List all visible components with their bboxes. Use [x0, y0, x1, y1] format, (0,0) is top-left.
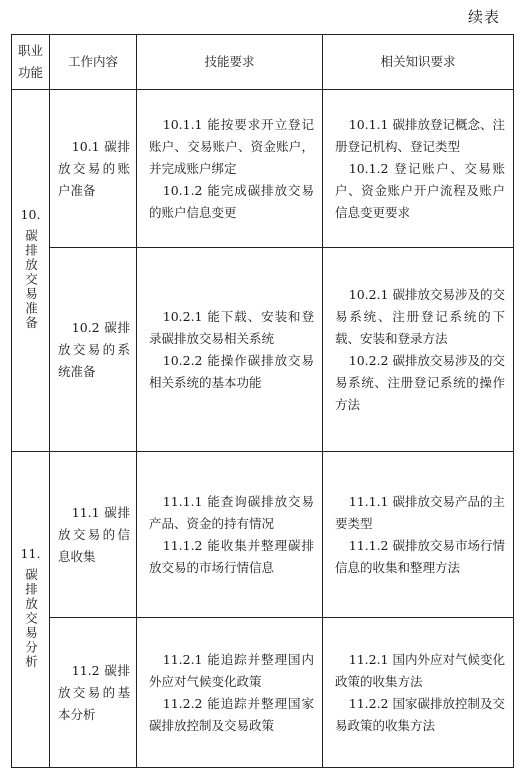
- header-row: [12, 35, 514, 90]
- knowledge-item: 11.2.1 国内外应对气候变化政策的收集方法: [335, 651, 505, 689]
- skill-item: 11.1.2 能收集并整理碳排放交易的市场行情信息: [149, 537, 314, 575]
- work-text: 10.2 碳排放交易的系统准备: [58, 319, 130, 379]
- function-cell: [12, 90, 50, 452]
- skill-item: 10.1.1 能按要求开立登记账户、交易账户、资金账户，并完成账户绑定: [149, 116, 314, 176]
- skill-item: 10.2.2 能操作碳排放交易相关系统的基本功能: [149, 352, 314, 390]
- function-name: 碳排放交易分析: [23, 567, 39, 670]
- knowledge-item: 10.2.2 碳排放交易涉及的交易系统、注册登记系统的操作方法: [335, 352, 505, 412]
- skill-cell: [137, 452, 323, 618]
- work-text: 11.1 碳排放交易的信息收集: [58, 504, 130, 564]
- function-number: 11.: [20, 545, 41, 561]
- header-knowledge: 相关知识要求: [323, 35, 514, 90]
- knowledge-item: 10.2.1 碳排放交易涉及的交易系统、注册登记系统的下载、安装和登录方法: [335, 286, 505, 346]
- work-cell: [50, 90, 137, 248]
- continued-label: 续表: [467, 8, 500, 26]
- header-function: 职业功能: [12, 35, 50, 90]
- knowledge-cell: [323, 618, 514, 768]
- skill-item: 11.1.1 能查询碳排放交易产品、资金的持有情况: [149, 493, 314, 531]
- function-cell: [12, 452, 50, 768]
- skill-item: 11.2.2 能追踪并整理国家碳排放控制及交易政策: [149, 695, 314, 733]
- skills-table: [11, 34, 514, 768]
- table-row: [12, 618, 514, 768]
- work-cell: [50, 248, 137, 452]
- knowledge-item: 11.2.2 国家碳排放控制及交易政策的收集方法: [335, 695, 505, 733]
- work-text: 10.1 碳排放交易的账户准备: [58, 138, 130, 198]
- skill-cell: [137, 90, 323, 248]
- knowledge-item: 10.1.2 登记账户、交易账户、资金账户开户流程及账户信息变更要求: [335, 160, 505, 220]
- knowledge-cell: [323, 452, 514, 618]
- skill-item: 10.1.2 能完成碳排放交易的账户信息变更: [149, 182, 314, 220]
- work-cell: [50, 452, 137, 618]
- skill-cell: [137, 618, 323, 768]
- table-row: [12, 452, 514, 618]
- work-cell: [50, 618, 137, 768]
- skill-item: 11.2.1 能追踪并整理国内外应对气候变化政策: [149, 651, 314, 689]
- knowledge-item: 11.1.2 碳排放交易市场行情信息的收集和整理方法: [335, 537, 505, 575]
- work-text: 11.2 碳排放交易的基本分析: [58, 662, 130, 722]
- knowledge-cell: [323, 90, 514, 248]
- function-number: 10.: [20, 206, 41, 222]
- table-row: [12, 90, 514, 248]
- table-row: [12, 248, 514, 452]
- header-work: 工作内容: [50, 35, 137, 90]
- skill-cell: [137, 248, 323, 452]
- knowledge-item: 11.1.1 碳排放交易产品的主要类型: [335, 493, 505, 531]
- skill-item: 10.2.1 能下载、安装和登录碳排放交易相关系统: [149, 308, 314, 346]
- header-skill: 技能要求: [137, 35, 323, 90]
- knowledge-cell: [323, 248, 514, 452]
- knowledge-item: 10.1.1 碳排放登记概念、注册登记机构、登记类型: [335, 116, 505, 154]
- function-name: 碳排放交易准备: [23, 228, 39, 331]
